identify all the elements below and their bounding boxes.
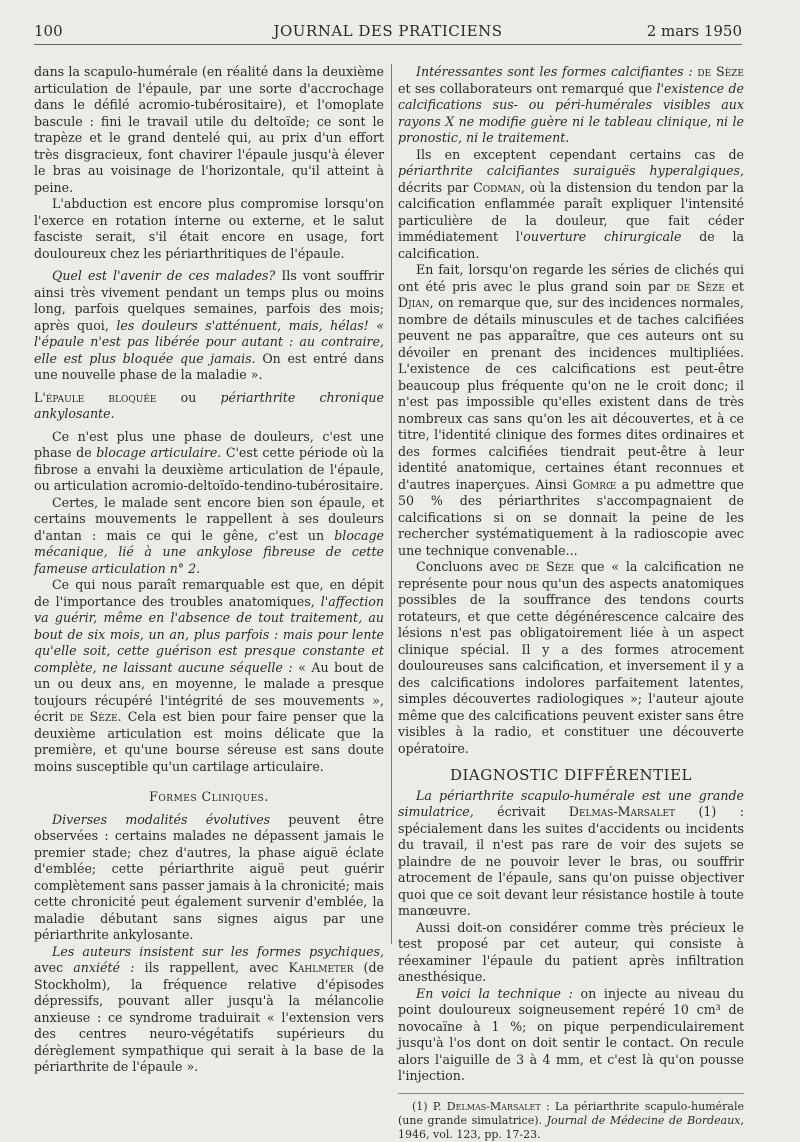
paragraph: En fait, lorsqu'on regarde les séries de clichés qui ont été pris avec le plus grand soin par de Sèze et Djian, on remarque que, sur des incidences normales, nombre de détails minuscules et de taches calcifiées peuvent ne pas apparaître, que ces auteurs ont su dévoiler en prenant des incidences multipliées. L'existence de ces calcifications est peut-être beaucoup plus fréquente qu'on ne le croit donc; il n'est pas impossible qu'elles existent dans de très nombreux cas sans qu'on les ait découvertes, et à ce titre, l'identité clinique des formes dites ordinaires et des formes calcifiées tiendrait peut-être à leur identité anatomique, certaines étant reconnues et d'autres inaperçues. Ainsi Gomrœ a pu admettre que 50 % des périarthrites s'accompagnaient de calcifications si on se donnait la peine de les rechercher systématiquement à la radioscopie avec une technique convenable... — [398, 262, 744, 558]
page-header — [34, 22, 742, 45]
paragraph: Ce qui nous paraît remarquable est que, en dépit de l'importance des troubles anatomiques, l'affection va guérir, même en l'absence de tout traitement, au bout de six mois, un an, plus parfois : mais pour lente qu'elle soit, cette guérison est presque constante et complète, ne laissant aucune séquelle : « Au bout de un ou deux ans, en moyenne, le malade a presque toujours récupéré l'intégrité de ses mouvements », écrit de Sèze. Cela est bien pour faire penser que la deuxième articulation est moins délicate que la première, et qu'une bourse séreuse est sans doute moins susceptible qu'un cartilage articulaire. — [34, 577, 384, 774]
paragraph: Aussi doit-on considérer comme très précieux le test proposé par cet auteur, qui consiste à réexaminer l'épaule du patient après infiltration anesthésique. — [398, 919, 744, 984]
left-column — [34, 64, 385, 1074]
paragraph: Diverses modalités évolutives peuvent être observées : certains malades ne dépassent jamais le premier stade; chez d'autres, la phase aiguë éclate d'emblée; cette périarthrite aiguë peut guérir complètement sans passer jamais à la chronicité; mais cette chronicité peut également survenir d'emblée, la maladie débutant sans signes aigus par une périarthrite ankylosante. — [34, 811, 384, 942]
issue-date: 2 mars 1950 — [646, 22, 742, 40]
paragraph: La périarthrite scapulo-humérale est une grande simulatrice, écrivait Delmas-Marsalet (1) : spécialement dans les suites d'accidents ou incidents du travail, il n'est pas rare de voir des sujets se plaindre de ne pouvoir lever le bras, ou souffrir atrocement de l'épaule, sans qu'on puisse objectiver quoi que ce soit devant leur résistance hostile à toute manœuvre. — [398, 787, 744, 918]
paragraph: Ce n'est plus une phase de douleurs, c'est une phase de blocage articulaire. C'est cette période où la fibrose a envahi la deuxième articulation de l'épaule, ou articulation acromio-deltoïdo-tendino-tubérositaire. — [34, 428, 385, 493]
subheading-epaule-bloquee: L'épaule bloquée ou périarthrite chronique ankylosante. — [34, 389, 384, 421]
footnote-text: (1) P. Delmas-Marsalet : La périarthrite scapulo-humérale (une grande simulatrice). Journal de Médecine de Bordeaux, 1946, vol. 123, pp. 17-23. — [398, 1099, 744, 1141]
question: Quel est l'avenir de ces malades? — [52, 268, 276, 283]
paragraph: Quel est l'avenir de ces malades? Ils vont souffrir ainsi très vivement pendant un temps plus ou moins long, parfois quelques semaines, parfois des mois; après quoi, les douleurs s'atténuent, mais, hélas! « l'épaule n'est pas libérée pour autant : au contraire, elle est plus bloquée que jamais. On est entré dans une nouvelle phase de la maladie ». — [34, 268, 384, 382]
column-divider — [391, 64, 392, 944]
paragraph: Certes, le malade sent encore bien son épaule, et certains mouvements le rappellent à ses douleurs d'antan : mais ce qui le gêne, c'est un blocage mécanique, lié à une ankylose fibreuse de cette fameuse articulation n° 2. — [34, 494, 384, 576]
paragraph: Ils en exceptent cependant certains cas de périarthrite calcifiantes suraiguës hyperalgiques, décrits par Codman, où la distension du tendon par la calcification enflammée paraît expliquer l'intensité particulière de la douleur, que fait céder immédiatement l'ouverture chirurgicale de la calcification. — [398, 146, 745, 261]
paragraph: dans la scapulo-humérale (en réalité dans la deuxième articulation de l'épaule, par une sorte d'accrochage dans le défilé acromio-tubérositaire), et l'omoplate bascule : fini le travail utile du deltoïde; ce sont le trapèze et le grand dentelé qui, au prix d'un effort très disgracieux, font chavirer l'épaule jusqu'à élever le bras au voisinage de l'horizontale, qu'il atteint à peine. — [34, 64, 384, 195]
paragraph: Intéressantes sont les formes calcifiantes : de Sèze et ses collaborateurs ont remarqué que l'existence de calcifications sus- ou péri-humérales visibles aux rayons X ne modifie guère ni le tableau clinique, ni le pronostic, ni le traitement. — [398, 64, 745, 145]
paragraph: L'abduction est encore plus compromise lorsqu'on l'exerce en rotation interne ou externe, et le salut fasciste serait, s'il était encore en usage, fort douloureux chez les périarthritiques de l'épaule. — [34, 196, 384, 261]
paragraph: En voici la technique : on injecte au niveau du point douloureux soigneusement repéré 10 cm³ de novocaïne à 1 %; on pique perpendiculairement jusqu'à l'os dont on doit sentir le contact. On recule alors l'aiguille de 3 à 4 mm, et c'est là qu'on pousse l'injection. — [398, 985, 744, 1083]
right-column — [398, 64, 745, 1141]
page-number: 100 — [34, 22, 63, 40]
journal-title: JOURNAL DES PRATICIENS — [273, 22, 503, 40]
footnote — [398, 1093, 744, 1142]
paragraph: Les auteurs insistent sur les formes psychiques, avec anxiété : ils rappellent, avec Kahlmeter (de Stockholm), la fréquence relative d'épisodes dépressifs, pouvant aller jusqu'à la mélancolie anxieuse : ce syndrome traduirait « l'extension vers des centres neuro-végétatifs supérieurs du dérèglement sympathique qui serait à la base de la périarthrite de l'épaule ». — [34, 943, 384, 1074]
subheading-formes-cliniques: Formes Cliniques. — [149, 789, 269, 804]
section-title: DIAGNOSTIC DIFFÉRENTIEL — [449, 766, 693, 784]
paragraph: Concluons avec de Sèze que « la calcification ne représente pour nous qu'un des aspects anatomiques possibles de la souffrance des tendons courts rotateurs, et que cette dégénérescence calcaire des lésions n'est pas obligatoirement liée à un aspect clinique spécial. Il y a des formes atrocement douloureuses sans calcification, et inversement il y a des calcifications indolores parfaitement latentes, simples découvertes radiologiques »; l'auteur ajoute même que des calcifications peuvent exister sans être visibles à la radio, et constituer une découverte opératoire. — [398, 559, 744, 756]
